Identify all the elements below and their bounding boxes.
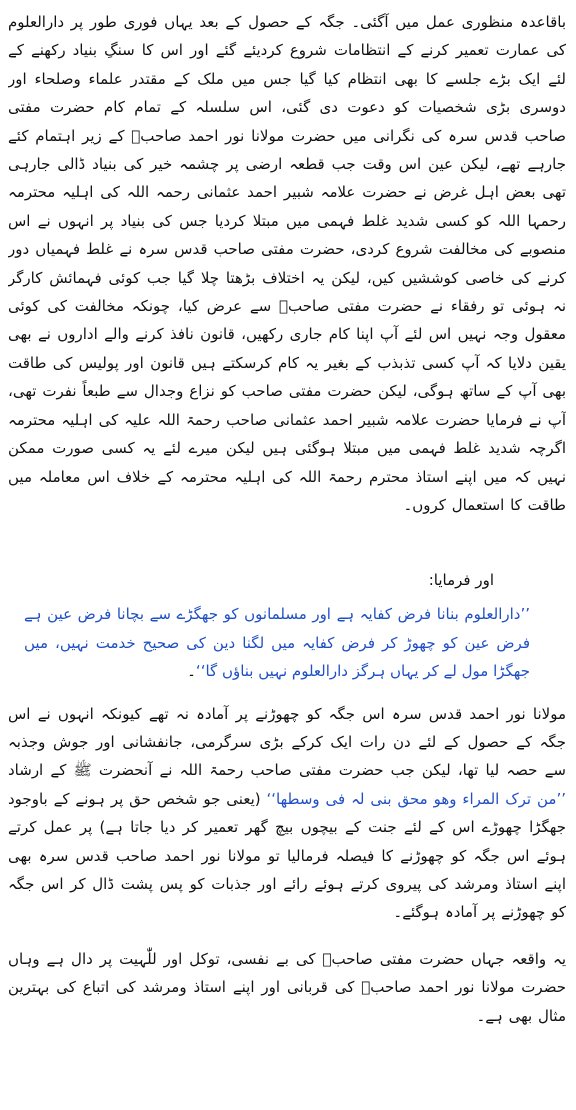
paragraph-2 — [8, 700, 566, 927]
paragraph-2-before: مولانا نور احمد قدس سرہ اس جگہ کو چھوڑنے پر آمادہ نہ تھے کیونکہ انہوں نے اس جگہ کے حصول کے لئے دن رات ایک کرکے بڑی سرگرمی، جانفشانی اور جوش وجذبہ سے حصہ لیا تھا، لیکن جب حضرت مفتی صاحب رحمۃ اللہ نے آنحضرت ﷺ کے ارشاد — [8, 704, 566, 780]
blue-quote — [24, 600, 530, 686]
quote-end: ۔ — [187, 662, 196, 680]
quote-text: ’’دارالعلوم بنانا فرض کفایہ ہے اور مسلمانوں کو جھگڑے سے بچانا فرض عین ہے فرض عین کو چھوڑ کر فرض کفایہ میں لگنا دین کی صحیح خدمت نہیں، میں جھگڑا مول لے کر یہاں ہرگز دارالعلوم نہیں بناؤں گا‘‘ — [24, 605, 530, 680]
intro-line: اور فرمایا: — [428, 571, 494, 589]
paragraph-1: باقاعدہ منظوری عمل میں آگئی۔ جگہ کے حصول کے بعد یہاں فوری طور پر دارالعلوم کی عمارت تعمیر کرنے کے انتظامات شروع کردیئے گئے اور اس کا سنگِ بنیاد رکھنے کے لئے ایک بڑے جلسے کا بھی انتظام کیا گیا جس میں ملک کے مقتدر علماء وصلحاء اور دوسری بڑی شخصیات کو دعوت دی گئی، اس سلسلہ کے تمام کام حضرت مفتی صاحب قدس سرہ کی نگرانی میں حضرت مولانا نور احمد صاحبؒ کے زیر اہتمام کئے جارہے تھے، لیکن عین اس وقت جب قطعہ ارضی پر چشمہ خیر کی بنیاد ڈالی جارہی تھی بعض اہل غرض نے حضرت علامہ شبیر احمد عثمانی رحمہ اللہ کی اہلیہ محترمہ رحمہا اللہ کو کسی شدید غلط فہمی میں مبتلا کردیا جس کی بنیاد پر انہوں نے اس منصوبے کی مخالفت شروع کردی، حضرت مفتی صاحب قدس سرہ نے غلط فہمیاں دور کرنے کی خاصی کوششیں کیں، لیکن یہ اختلاف بڑھتا چلا گیا جب کوئی فہمائش کارگر نہ ہوئی تو رفقاء نے حضرت مفتی صاحبؒ سے عرض کیا، چونکہ مخالفت کی کوئی معقول وجہ نہیں اس لئے آپ اپنا کام جاری رکھیں، قانون نافذ کرنے والے اداروں نے بھی یقین دلایا کہ آپ کسی تذبذب کے بغیر یہ کام کرسکتے ہیں قانون اور پولیس کی طاقت بھی آپ کے ساتھ ہوگی، لیکن حضرت مفتی صاحب کو نزاع وجدال سے طبعاً نفرت تھی، آپ نے فرمایا حضرت علامہ شبیر احمد عثمانی صاحب رحمۃ اللہ علیہ کی اہلیہ محترمہ اگرچہ شدید غلط فہمی میں مبتلا ہوگئی ہیں لیکن میرے لئے یہ کسی صورت ممکن نہیں کہ میں اپنے استاذ محترم رحمۃ اللہ کی اہلیہ محترمہ کے خلاف اس معاملہ میں طاقت کا استعمال کروں۔ — [8, 13, 566, 514]
paragraph-3: یہ واقعہ جہاں حضرت مفتی صاحبؒ کی بے نفسی، توکل اور للّٰہیت پر دال ہے وہاں حضرت مولانا نور احمد صاحبؒ کی قربانی اور اپنے استاذ ومرشد کی اتباع کی بہترین مثال بھی ہے۔ — [8, 949, 566, 1025]
paragraph-2-after: (یعنی جو شخص حق پر ہونے کے باوجود جھگڑا چھوڑے اس کے لئے جنت کے بیچوں بیچ گھر تعمیر کر دیا جاتا ہے) پر عمل کرتے ہوئے اس جگہ کو چھوڑنے کا فیصلہ فرمالیا تو مولانا نور احمد صاحب قدس سرہ بھی اپنے استاذ ومرشد کی پیروی کرتے ہوئے رائے اور جذبات کو پس پشت ڈال کر اس جگہ کو چھوڑنے پر آمادہ ہوگئے۔ — [8, 789, 566, 922]
hadith-quote: ’’من ترک المراء وھو محق بنی لہ فی وسطھا‘‘ — [266, 789, 566, 808]
